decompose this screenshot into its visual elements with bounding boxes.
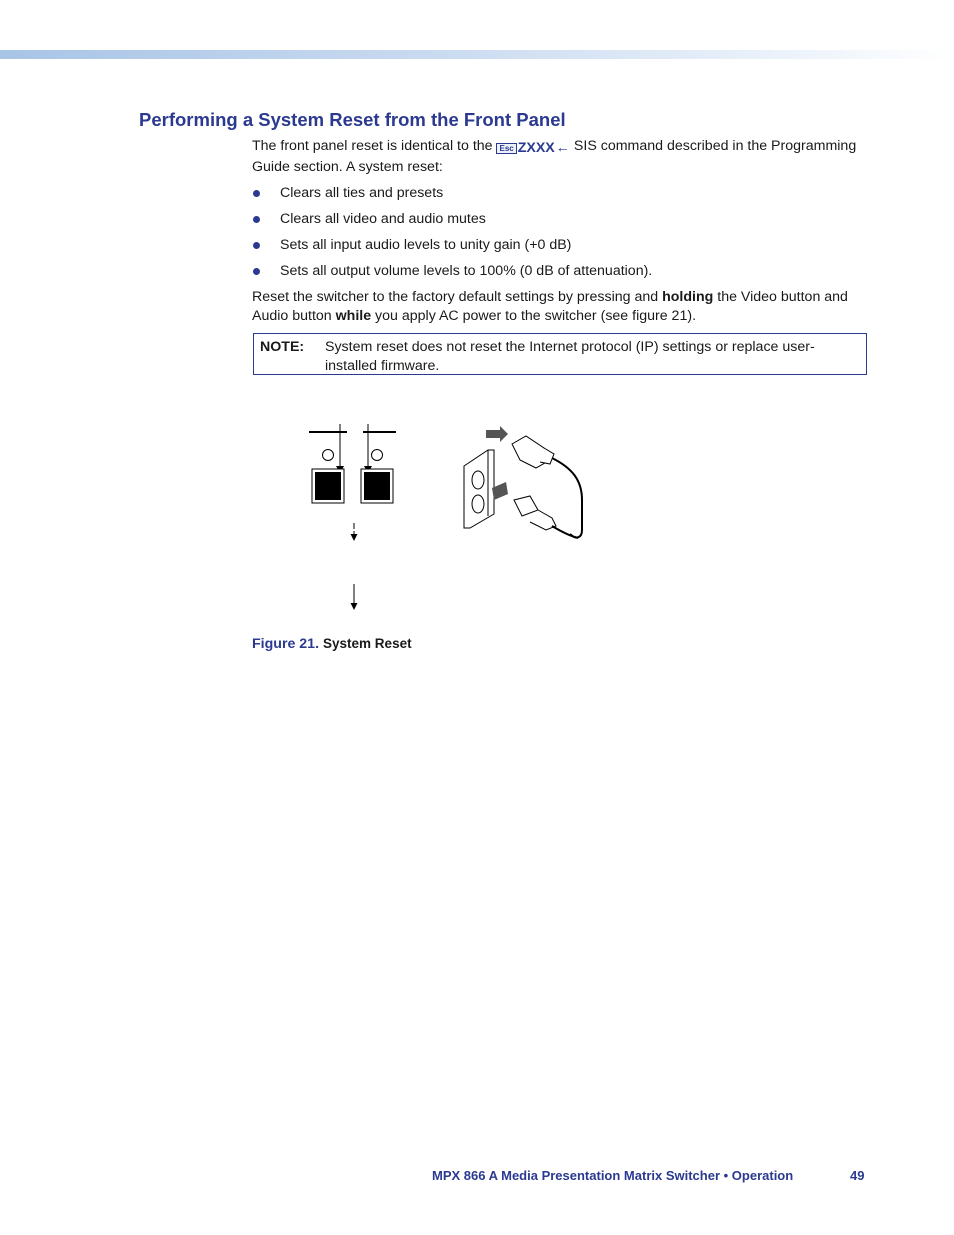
intro-paragraph [252, 137, 867, 176]
note-label: NOTE: [260, 339, 305, 355]
header-band [0, 50, 954, 59]
list-item: Clears all video and audio mutes [252, 210, 867, 236]
page-number: 49 [850, 1168, 865, 1183]
intro-text-after: SIS command described in the Programming Guide section. A system reset: [252, 138, 857, 175]
page-footer: MPX 866 A Media Presentation Matrix Switcher • Operation [432, 1168, 794, 1183]
body-text [252, 137, 867, 325]
enter-arrow-icon: ← [555, 140, 570, 157]
reset-instructions [252, 288, 867, 325]
list-item: Clears all ties and presets [252, 184, 867, 210]
system-reset-illustration [300, 418, 600, 613]
note-text: System reset does not reset the Internet protocol (IP) settings or replace user-installed firmware. [325, 339, 815, 374]
ac-power-outlet-icon [464, 426, 582, 538]
figure-title: System Reset [323, 636, 412, 651]
front-panel-buttons-icon [309, 424, 396, 610]
esc-key-icon: Esc [496, 143, 516, 154]
note-box [253, 333, 867, 375]
sis-command-code: ZXXX [517, 140, 555, 157]
reset-bold-while: while [335, 307, 372, 324]
reset-text-1: Reset the switcher to the factory default settings by pressing and [252, 289, 663, 306]
figure-caption [252, 636, 412, 652]
sis-command [496, 139, 569, 158]
list-item: Sets all input audio levels to unity gain (+0 dB) [252, 236, 867, 262]
reset-text-3: you apply AC power to the switcher (see figure 21). [371, 307, 697, 324]
reset-bold-holding: holding [662, 289, 714, 306]
intro-text-before: The front panel reset is identical to the [252, 138, 497, 154]
list-item: Sets all output volume levels to 100% (0 dB of attenuation). [252, 262, 867, 288]
reset-text-2: the Video button and Audio button [252, 289, 848, 324]
reset-effects-list [252, 184, 867, 288]
section-heading: Performing a System Reset from the Front Panel [139, 109, 566, 130]
figure-label: Figure 21. [252, 636, 320, 652]
